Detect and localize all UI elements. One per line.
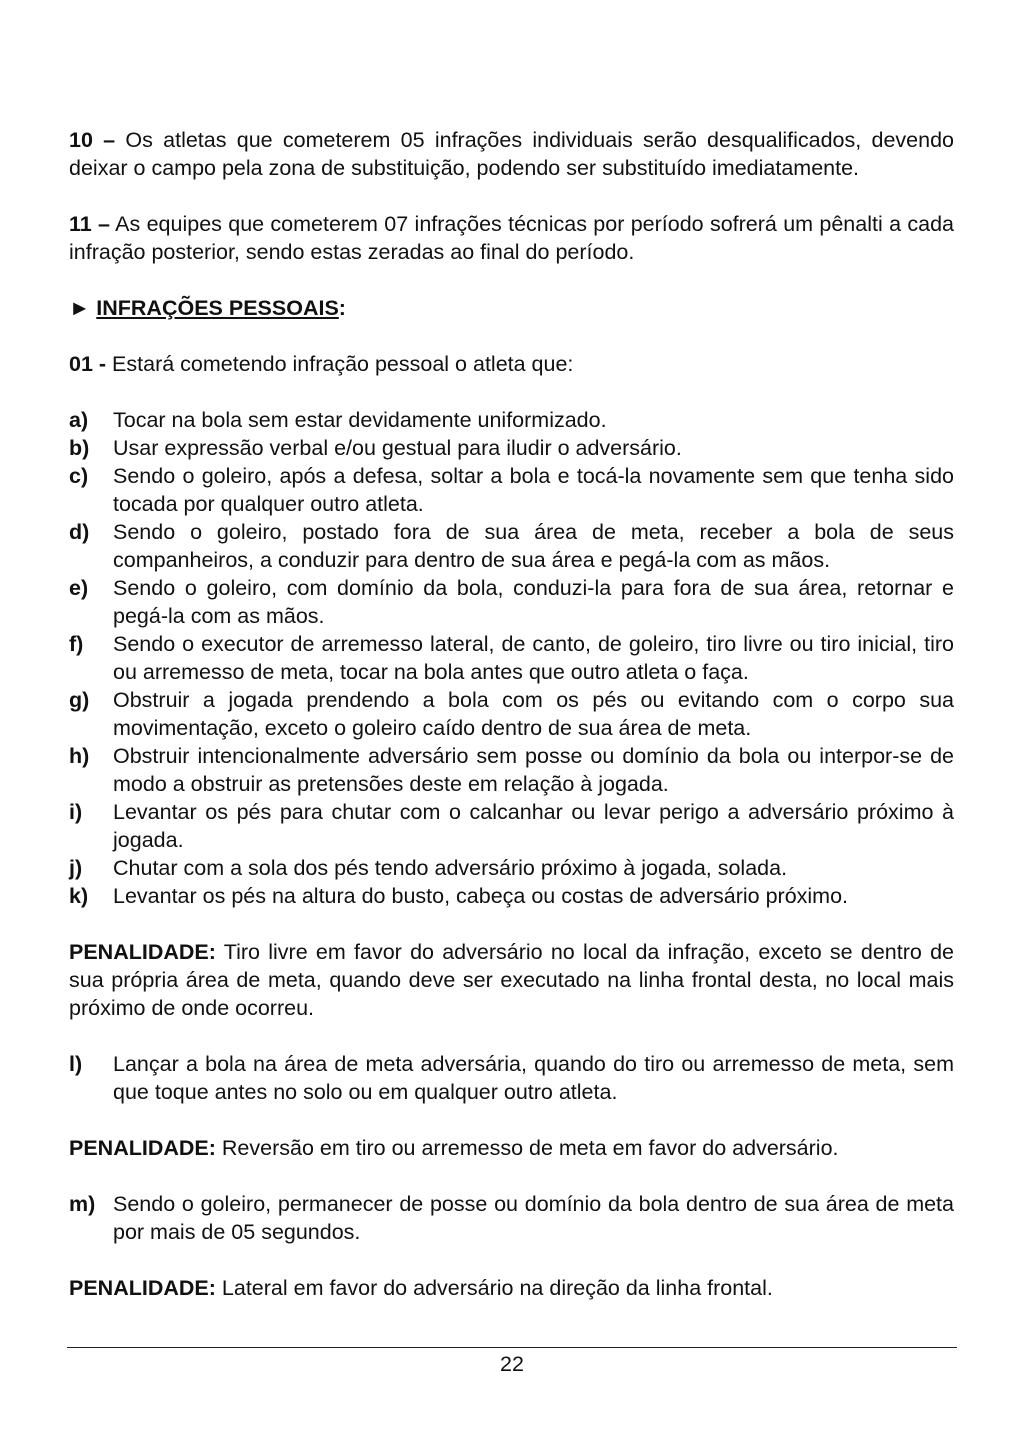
item-label: c) [69,464,89,488]
item-text: Sendo o goleiro, após a defesa, soltar a bola e tocá-la novamente sem que tenha sido tocada por qualquer outro atleta. [113,464,954,516]
list-item-m [69,1190,954,1246]
item-label: h) [69,744,90,768]
item-label: k) [69,884,89,908]
list-item [69,518,954,574]
item-text: Lançar a bola na área de meta adversária, quando do tiro ou arremesso de meta, sem que toque antes no solo ou em qualquer outro atleta. [113,1052,954,1104]
item-text: Levantar os pés para chutar com o calcanhar ou levar perigo a adversário próximo à jogada. [113,800,954,852]
section-title: INFRAÇÕES PESSOAIS [96,296,339,320]
item-label: b) [69,436,90,460]
penalty-text: Reversão em tiro ou arremesso de meta em favor do adversário. [221,1136,839,1160]
list-item [69,434,954,462]
item-text: Tocar na bola sem estar devidamente uniformizado. [113,408,607,432]
list-item [69,574,954,630]
penalty-paragraph [69,938,954,1022]
rule-number: 11 – [69,212,111,236]
list-item [69,406,954,434]
penalty-paragraph [69,1134,954,1162]
item-label: a) [69,408,89,432]
rule-10 [69,126,954,182]
page-number: 22 [500,1352,524,1376]
rule-11 [69,210,954,266]
item-text: Levantar os pés na altura do busto, cabeça ou costas de adversário próximo. [113,884,849,908]
item-text: Obstruir a jogada prendendo a bola com os pés ou evitando com o corpo sua movimentação, exceto o goleiro caído dentro de sua área de meta. [113,688,954,740]
infraction-list [69,406,954,910]
item-label: l) [69,1052,83,1076]
item-text: Sendo o goleiro, permanecer de posse ou domínio da bola dentro de sua área de meta por mais de 05 segundos. [113,1192,954,1244]
list-item [69,686,954,742]
arrow-icon: ► [69,296,91,320]
item-text: Sendo o goleiro, com domínio da bola, conduzi-la para fora de sua área, retornar e pegá-la com as mãos. [113,576,954,628]
item-text: Sendo o goleiro, postado fora de sua área de meta, receber a bola de seus companheiros, a conduzir para dentro de sua área e pegá-la com as mãos. [113,520,954,572]
intro-line [69,350,954,378]
intro-text: Estará cometendo infração pessoal o atleta que: [112,352,574,376]
item-text: Obstruir intencionalmente adversário sem posse ou domínio da bola ou interpor-se de modo a obstruir as pretensões deste em relação à jogada. [113,744,954,796]
item-text: Chutar com a sola dos pés tendo adversário próximo à jogada, solada. [113,856,788,880]
item-label: g) [69,688,90,712]
item-text: Usar expressão verbal e/ou gestual para iludir o adversário. [113,436,682,460]
document-body [69,126,954,1302]
intro-number: 01 - [69,352,107,376]
list-item [69,462,954,518]
section-colon: : [338,296,346,320]
list-item [69,742,954,798]
list-item [69,882,954,910]
penalty-label: PENALIDADE: [69,1136,216,1160]
footer-divider [67,1347,957,1348]
list-item [69,630,954,686]
item-text: Sendo o executor de arremesso lateral, de canto, de goleiro, tiro livre ou tiro inicial, tiro ou arremesso de meta, tocar na bola antes que outro atleta o faça. [113,632,954,684]
item-label: d) [69,520,90,544]
penalty-text: Tiro livre em favor do adversário no local da infração, exceto se dentro de sua própria área de meta, quando deve ser executado na linha frontal desta, no local mais próximo de onde ocorreu. [69,940,954,1020]
penalty-text: Lateral em favor do adversário na direção da linha frontal. [221,1276,773,1300]
item-label: e) [69,576,89,600]
item-label: j) [69,856,83,880]
rule-text: Os atletas que cometerem 05 infrações individuais serão desqualificados, devendo deixar o campo pela zona de substituição, podendo ser substituído imediatamente. [69,128,954,180]
rule-number: 10 – [69,128,116,152]
penalty-label: PENALIDADE: [69,940,216,964]
item-label: m) [69,1192,96,1216]
section-heading [69,294,954,322]
list-item-l [69,1050,954,1106]
rule-text: As equipes que cometerem 07 infrações técnicas por período sofrerá um pênalti a cada infração posterior, sendo estas zeradas ao final do período. [69,212,954,264]
list-item [69,798,954,854]
penalty-paragraph [69,1274,954,1302]
item-label: f) [69,632,84,656]
penalty-label: PENALIDADE: [69,1276,216,1300]
item-label: i) [69,800,83,824]
list-item [69,854,954,882]
